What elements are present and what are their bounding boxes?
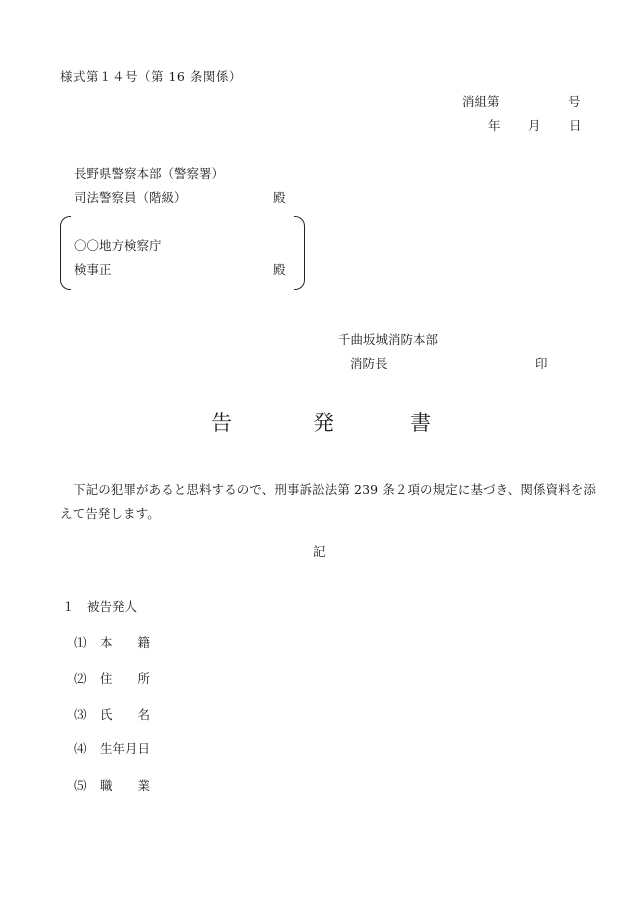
date-year: 年 bbox=[488, 118, 501, 133]
document-number-label: 消組第 bbox=[462, 94, 500, 109]
form-number: 様式第１４号（第 16 条関係） bbox=[60, 69, 242, 84]
ki-marker: 記 bbox=[313, 544, 326, 559]
item-label: 氏 名 bbox=[100, 707, 151, 722]
alternate-addressee-honorific: 殿 bbox=[273, 262, 286, 277]
title-char-1: 告 bbox=[211, 411, 232, 435]
title-char-3: 書 bbox=[410, 411, 431, 435]
alternate-addressee-officer: 検事正 bbox=[74, 262, 112, 277]
alternate-addressee-bracket-left bbox=[60, 216, 71, 290]
item-number: ⑸ bbox=[74, 778, 87, 793]
title-char-2: 発 bbox=[313, 411, 334, 435]
item-label: 職 業 bbox=[100, 778, 151, 793]
date-month: 月 bbox=[528, 118, 541, 133]
item-number: ⑵ bbox=[74, 671, 87, 686]
item-number: ⑶ bbox=[74, 707, 87, 722]
section-heading: １ 被告発人 bbox=[62, 599, 138, 614]
addressee-organization: 長野県警察本部（警察署） bbox=[74, 166, 225, 181]
addressee-honorific: 殿 bbox=[273, 190, 286, 205]
date-day: 日 bbox=[569, 118, 582, 133]
sender-organization: 千曲坂城消防本部 bbox=[338, 332, 439, 347]
body-paragraph: 下記の犯罪があると思料するので、刑事訴訟法第 239 条２項の規定に基づき、関係資料を添えて告発します。 bbox=[60, 482, 596, 521]
item-label: 住 所 bbox=[100, 671, 151, 686]
alternate-addressee-organization: 〇〇地方検察庁 bbox=[74, 238, 162, 253]
sender-title: 消防長 bbox=[350, 356, 388, 371]
item-number: ⑴ bbox=[74, 635, 87, 650]
alternate-addressee-bracket-right bbox=[294, 216, 305, 290]
item-label: 本 籍 bbox=[100, 635, 151, 650]
item-number: ⑷ bbox=[74, 741, 87, 756]
item-label: 生年月日 bbox=[100, 741, 151, 756]
addressee-officer: 司法警察員（階級） bbox=[74, 190, 187, 205]
sender-seal-mark: 印 bbox=[535, 356, 548, 371]
document-number-suffix: 号 bbox=[568, 94, 581, 109]
